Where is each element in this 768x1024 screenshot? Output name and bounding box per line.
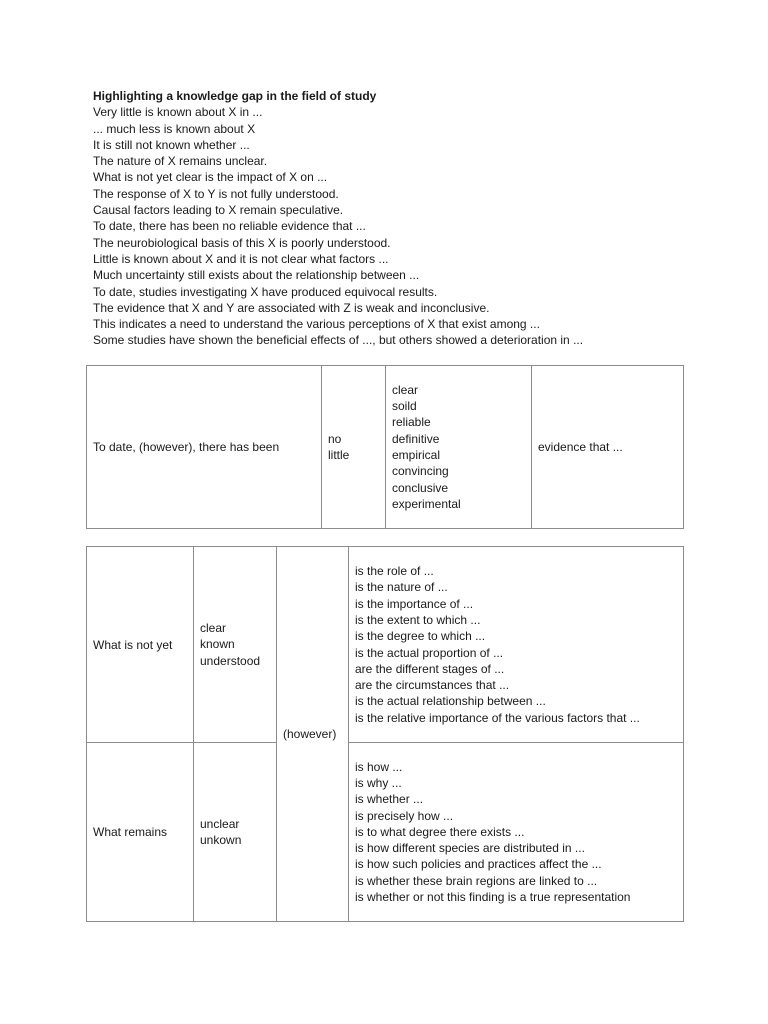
section-heading: Highlighting a knowledge gap in the field of study (93, 89, 377, 103)
list-item: known (200, 637, 235, 652)
list-item: little (328, 448, 350, 462)
phrase-line: The neurobiological basis of this X is poorly understood. (93, 235, 391, 250)
phrase-line: To date, there has been no reliable evidence that ... (93, 219, 366, 234)
phrase-line: Some studies have shown the beneficial effects of ..., but others showed a deterioration in ... (93, 333, 584, 348)
quantifier-options (322, 366, 386, 529)
list-item: are the different stages of ... (355, 661, 505, 676)
list-item: unclear (200, 816, 240, 831)
evidence-table (86, 365, 684, 529)
list-item: is the actual relationship between ... (355, 694, 546, 709)
however-cell: (however) (277, 547, 349, 922)
list-item: is whether ... (355, 792, 424, 807)
list-item: is how different species are distributed in ... (355, 841, 585, 856)
phrase-line: To date, studies investigating X have produced equivocal results. (93, 284, 438, 299)
phrase-line: The response of X to Y is not fully understood. (93, 186, 339, 201)
list-item: definitive (392, 431, 440, 446)
list-item: is to what degree there exists ... (355, 824, 525, 839)
list-item: is how ... (355, 759, 403, 774)
list-item: understood (200, 653, 261, 668)
list-item: clear (200, 621, 227, 636)
adjective-options (194, 743, 277, 922)
phrase-line: The nature of X remains unclear. (93, 154, 268, 169)
list-item: is the actual proportion of ... (355, 645, 504, 660)
sentence-stem: What remains (87, 743, 194, 922)
list-item: is the degree to which ... (355, 629, 486, 644)
list-item: empirical (392, 448, 441, 462)
phrase-line: What is not yet clear is the impact of X on ... (93, 170, 328, 185)
list-item: is the importance of ... (355, 596, 474, 611)
list-item: soild (392, 399, 417, 414)
list-item: is precisely how ... (355, 808, 454, 823)
list-item: is the relative importance of the various factors that ... (355, 710, 640, 725)
list-item: conclusive (392, 480, 449, 495)
table-row (87, 547, 684, 743)
completion-options (349, 743, 684, 922)
phrase-line: Much uncertainty still exists about the relationship between ... (93, 268, 420, 283)
list-item: is whether or not this finding is a true representation (355, 890, 631, 905)
completion-options (349, 547, 684, 743)
table-row (87, 366, 684, 529)
phrase-line: The evidence that X and Y are associated with Z is weak and inconclusive. (93, 300, 490, 315)
sentence-stem: To date, (however), there has been (87, 366, 322, 529)
list-item: is the role of ... (355, 564, 434, 579)
list-item: is why ... (355, 775, 402, 790)
phrase-line: ... much less is known about X (93, 121, 256, 136)
phrase-line: Very little is known about X in ... (93, 105, 263, 120)
list-item: no (328, 431, 342, 446)
list-item: is how such policies and practices affect the ... (355, 857, 602, 872)
list-item: are the circumstances that ... (355, 678, 510, 693)
table-row (87, 743, 684, 922)
list-item: unkown (200, 833, 242, 847)
list-item: convincing (392, 464, 449, 479)
sentence-ending: evidence that ... (532, 366, 684, 529)
adjective-options (194, 547, 277, 743)
adjective-options (386, 366, 532, 529)
phrase-list (93, 88, 713, 349)
phrase-line: It is still not known whether ... (93, 137, 250, 152)
list-item: clear (392, 382, 419, 397)
phrase-line: Causal factors leading to X remain speculative. (93, 203, 344, 218)
list-item: is the extent to which ... (355, 612, 481, 627)
sentence-stem: What is not yet (87, 547, 194, 743)
unclear-aspects-table (86, 546, 684, 922)
list-item: is whether these brain regions are linked to ... (355, 873, 598, 888)
phrase-line: This indicates a need to understand the various perceptions of X that exist among ... (93, 317, 540, 332)
list-item: reliable (392, 415, 431, 430)
list-item: experimental (392, 496, 461, 511)
phrase-line: Little is known about X and it is not clear what factors ... (93, 251, 389, 266)
list-item: is the nature of ... (355, 580, 448, 595)
